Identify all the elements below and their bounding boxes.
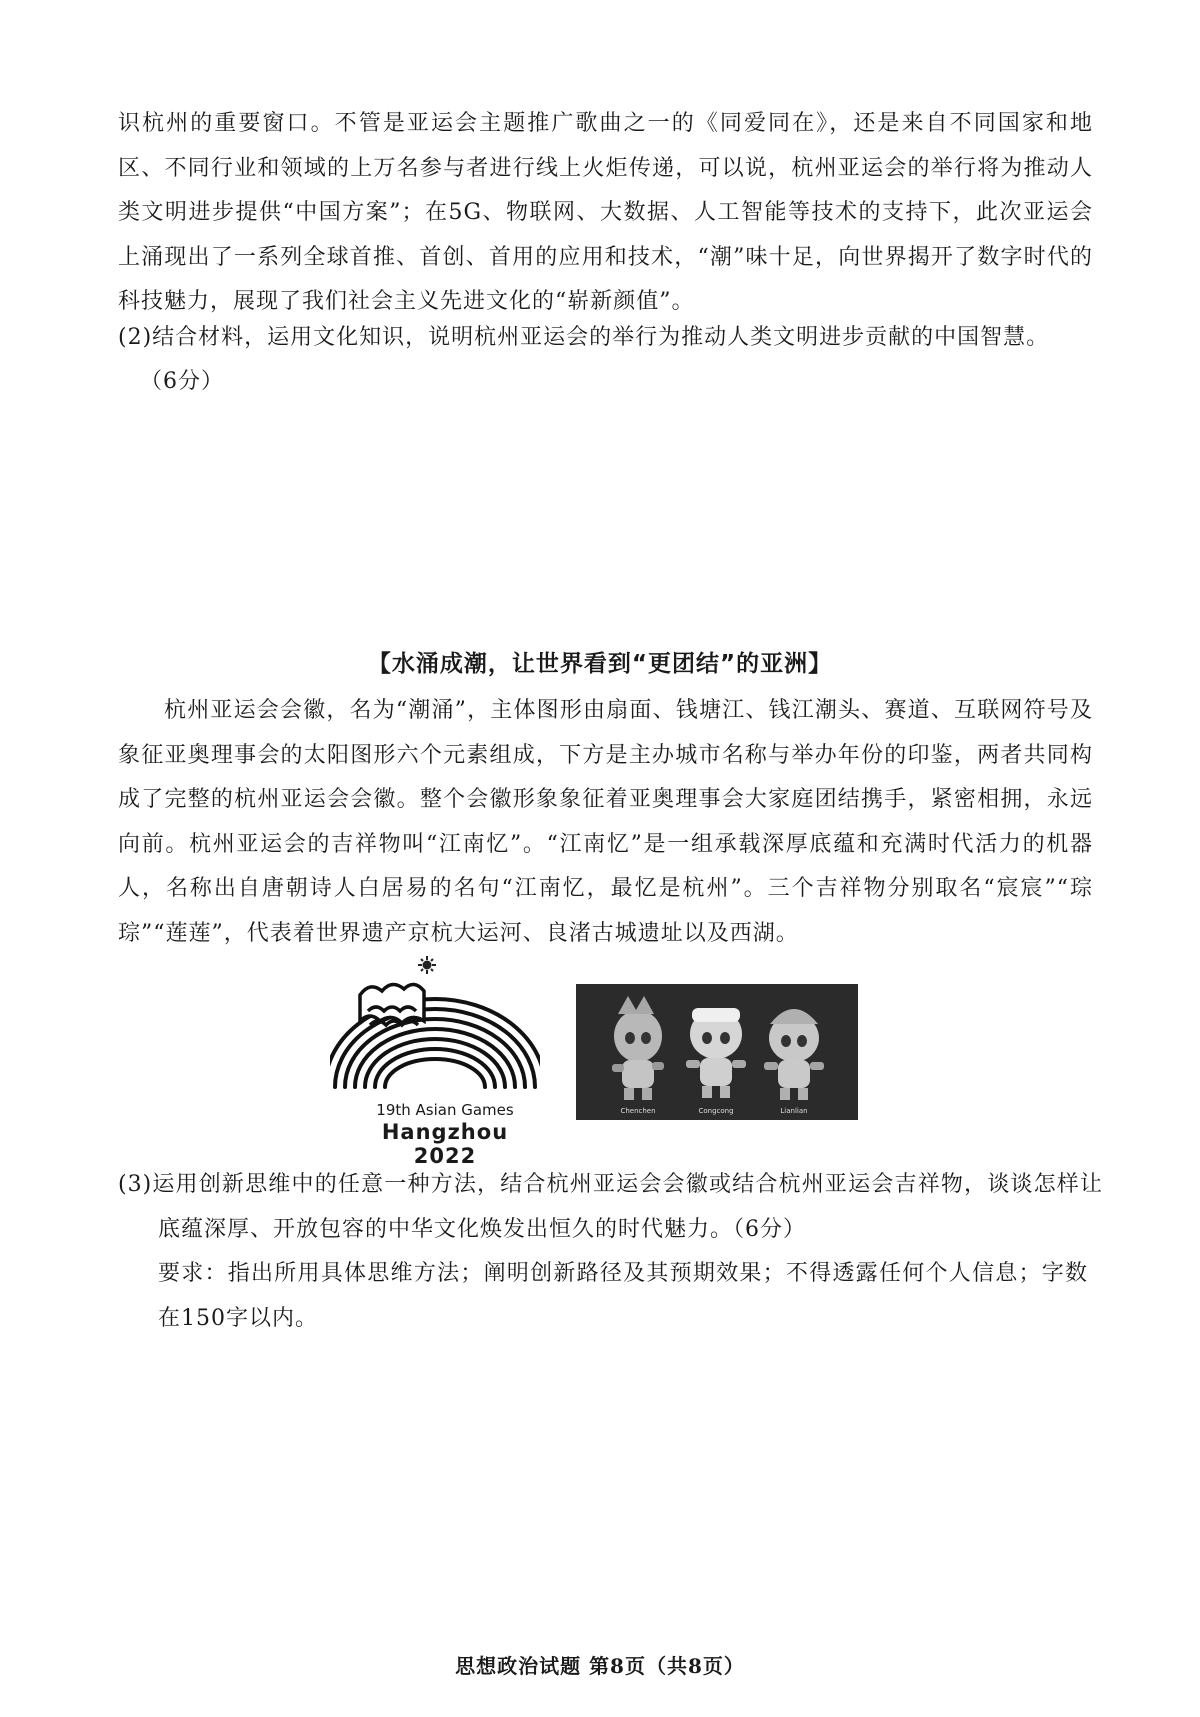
- question-3-requirement: 要求：指出所用具体思维方法；阐明创新路径及其预期效果；不得透露任何个人信息；字数在150字以内。: [158, 1261, 1088, 1331]
- mascot-name-2: Congcong: [698, 1107, 734, 1115]
- question-3: [118, 1163, 1103, 1252]
- mascot-photo: [576, 984, 858, 1120]
- material-paragraph-2: 杭州亚运会会徽，名为“潮涌”，主体图形由扇面、钱塘江、钱江潮头、赛道、互联网符号及象征亚奥理事会的太阳图形六个元素组成，下方是主办城市名称与举办年份的印鉴，两者共同构成了完整的杭州亚运会会徽。整个会徽形象象征着亚奥理事会大家庭团结携手，紧密相拥，永远向前。杭州亚运会的吉祥物叫“江南忆”。“江南忆”是一组承载深厚底蕴和充满时代活力的机器人，名称出自唐朝诗人白居易的名句“江南忆，最忆是杭州”。三个吉祥物分别取名“宸宸”“琮琮”“莲莲”，代表着世界遗产京杭大运河、良渚古城遗址以及西湖。: [118, 698, 1093, 946]
- tide-wave-icon: [360, 984, 424, 1025]
- material-paragraph-1: 识杭州的重要窗口。不管是亚运会主题推广歌曲之一的《同爱同在》，还是来自不同国家和地区、不同行业和领域的上万名参与者进行线上火炬传递，可以说，杭州亚运会的举行将为推动人类文明进步提供“中国方案”；在5G、物联网、大数据、人工智能等技术的支持下，此次亚运会上涌现出了一系列全球首推、首创、首用的应用和技术，“潮”味十足，向世界揭开了数字时代的科技魅力，展现了我们社会主义先进文化的“崭新颜值”。: [118, 111, 1093, 314]
- question-3-text: (3)运用创新思维中的任意一种方法，结合杭州亚运会会徽或结合杭州亚运会吉祥物，谈谈怎样让底蕴深厚、开放包容的中华文化焕发出恒久的时代魅力。（6分）: [118, 1172, 1103, 1242]
- question-2: [118, 316, 1103, 404]
- olympic-council-sun-icon: [418, 956, 436, 974]
- question-2-text: (2)结合材料，运用文化知识，说明杭州亚运会的举行为推动人类文明进步贡献的中国智慧。: [118, 325, 1050, 350]
- question-2-score: （6分）: [140, 369, 224, 394]
- emblem-caption-games: 19th Asian Games: [376, 1101, 514, 1119]
- mascot-name-1: Chenchen: [620, 1107, 656, 1115]
- emblem-caption-city: Hangzhou 2022: [381, 1120, 509, 1168]
- page-footer: 思想政治试题 第8页（共8页）: [455, 1654, 745, 1678]
- mascot-name-3: Lianlian: [780, 1107, 808, 1115]
- section-heading: 【水涌成潮，让世界看到“更团结”的亚洲】: [367, 651, 833, 677]
